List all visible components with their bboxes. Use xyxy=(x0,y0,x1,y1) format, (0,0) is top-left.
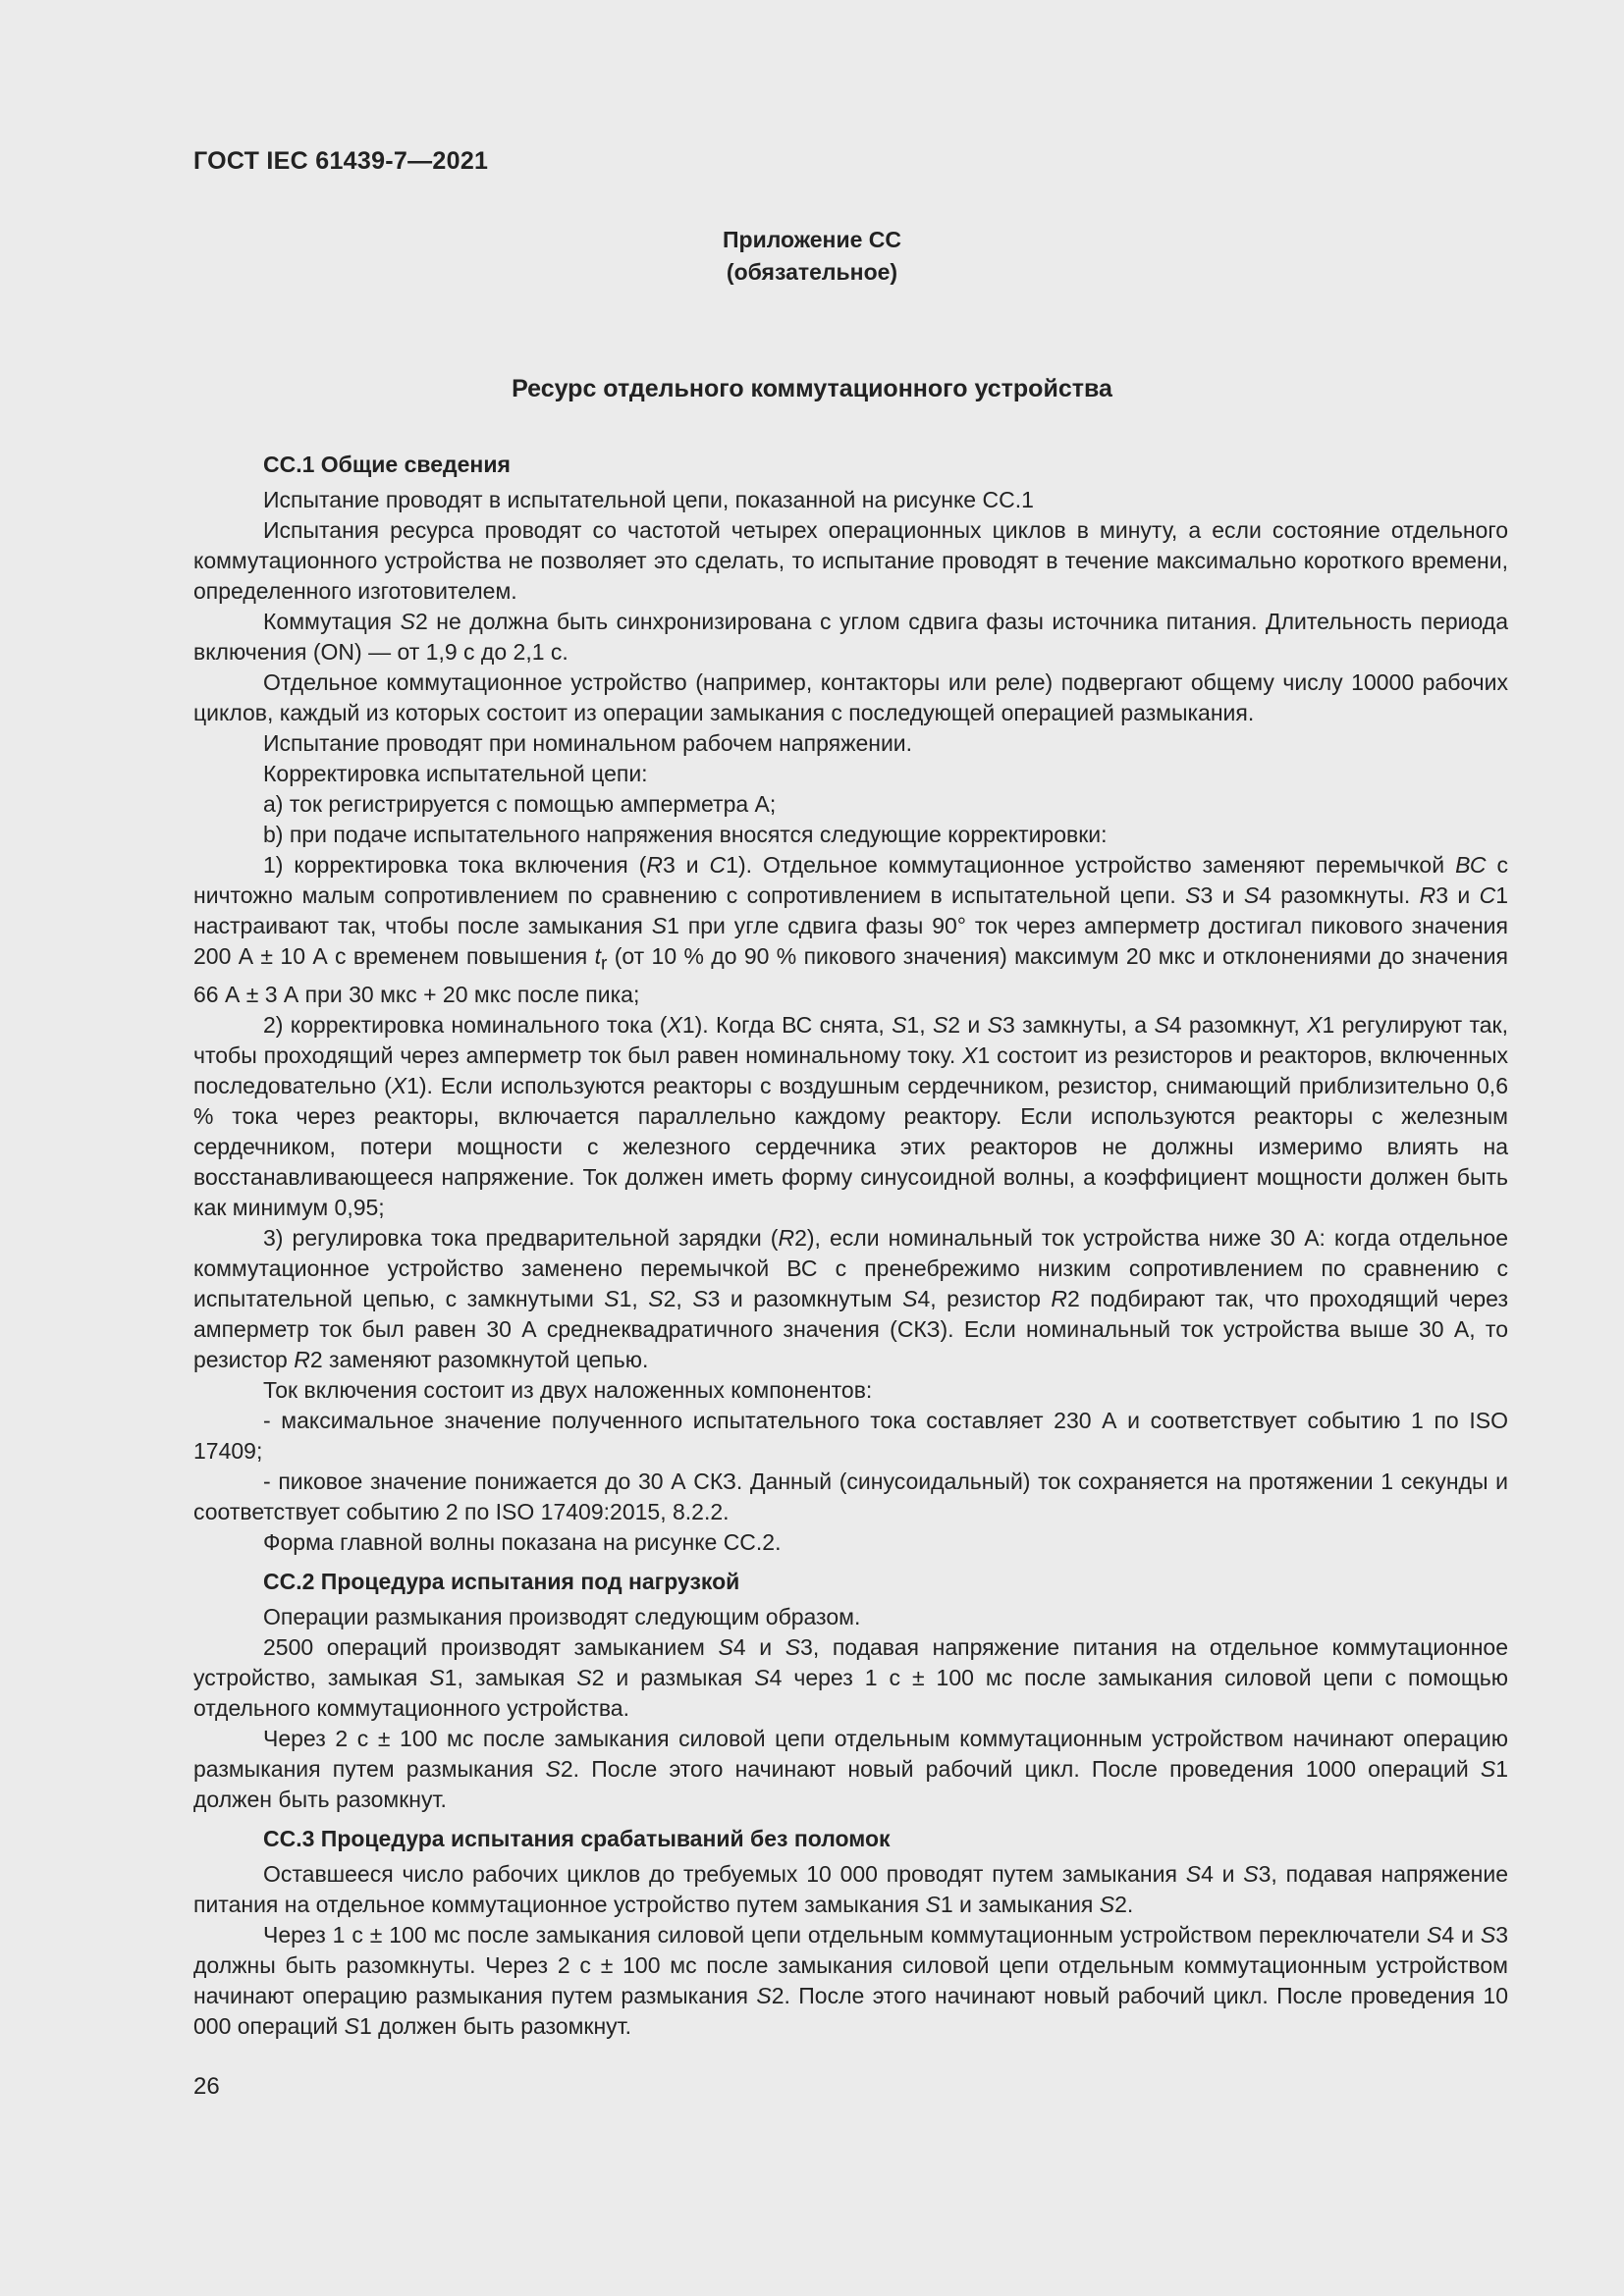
paragraph: 2) корректировка номинального тока (X1). Когда ВС снята, S1, S2 и S3 замкнуты, а S4 разомкнут, X1 регулируют так, чтобы проходящий через амперметр ток был равен номинальному току. X1 состоит из резисторов и реакторов, включенных последовательно (X1). Если используются реакторы с воздушным сердечником, резистор, снимающий приблизительно 0,6 % тока через реакторы, включается параллельно каждому реактору. Если используются реакторы с железным сердечником, потери мощности с железного сердечника этих реакторов не должны измеримо влиять на восстанавливающееся напряжение. Ток должен иметь форму синусоидной волны, а коэффициент мощности должен быть как минимум 0,95; xyxy=(193,1011,1509,1220)
paragraph: Оставшееся число рабочих циклов до требуемых 10 000 проводят путем замыкания S4 и S3, подавая напряжение питания на отдельное коммутационное устройство путем замыкания S1 и замыкания S2. xyxy=(193,1860,1509,1917)
paragraph: b) при подаче испытательного напряжения вносятся следующие корректировки: xyxy=(263,822,1108,847)
annex-title: Приложение СС xyxy=(722,227,901,252)
paragraph: Отдельное коммутационное устройство (например, контакторы или реле) подвергают общему числу 10000 рабочих циклов, каждый из которых состоит из операции замыкания с последующей операцией размыкания. xyxy=(193,669,1508,725)
paragraph: 2500 операций производят замыканием S4 и S3, подавая напряжение питания на отдельное коммутационное устройство, замыкая S1, замыкая S2 и размыкая S4 через 1 с ± 100 мс после замыкания силовой цепи с помощью отдельного коммутационного устройства. xyxy=(193,1633,1509,1721)
paragraph: 3) регулировка тока предварительной зарядки (R2), если номинальный ток устройства ниже 30 А: когда отдельное коммутационное устройство заменено перемычкой ВС с пренебрежимо низким сопротивлением по сравнению с испытательной цепью, с замкнутыми S1, S2, S3 и разомкнутым S4, резистор R2 подбирают так, что проходящий через амперметр ток был равен 30 А среднеквадратичного значения (СКЗ). Если номинальный ток устройства выше 30 А, то резистор R2 заменяют разомкнутой цепью. xyxy=(193,1224,1509,1372)
paragraph: - пиковое значение понижается до 30 А СКЗ. Данный (синусоидальный) ток сохраняется на протяжении 1 секунды и соответствует событию 2 по ISO 17409:2015, 8.2.2. xyxy=(193,1468,1508,1524)
paragraph: Через 2 с ± 100 мс после замыкания силовой цепи отдельным коммутационным устройством начинают операцию размыкания путем размыкания S2. После этого начинают новый рабочий цикл. После проведения 1000 операций S1 должен быть разомкнут. xyxy=(193,1725,1508,1812)
annex-heading xyxy=(0,224,1624,289)
document-id: ГОСТ IEC 61439-7—2021 xyxy=(193,147,489,175)
paragraph: Форма главной волны показана на рисунке СС.2. xyxy=(263,1528,782,1555)
document-body xyxy=(193,450,1508,2042)
paragraph: - максимальное значение полученного испытательного тока составляет 230 А и соответствует событию 1 по ISO 17409; xyxy=(193,1407,1508,1464)
paragraph: а) ток регистрируется с помощью амперметра А; xyxy=(263,791,777,817)
page-title: Ресурс отдельного коммутационного устройства xyxy=(512,375,1112,402)
paragraph: Операции размыкания производят следующим образом. xyxy=(263,1603,861,1629)
paragraph: 1) корректировка тока включения (R3 и C1). Отдельное коммутационное устройство заменяют перемычкой ВС с ничтожно малым сопротивлением по сравнению с сопротивлением в испытательной цепи. S3 и S4 разомкнуты. R3 и C1 настраивают так, чтобы после замыкания S1 при угле сдвига фазы 90° ток через амперметр достигал пикового значения 200 А ± 10 А с временем повышения $t_r$ (от 10 % до 90 % пикового значения) максимум 20 мкс и отклонениями до значения 66 А ± 3 А при 30 мкс + 20 мкс после пика; xyxy=(193,852,1509,1007)
paragraph: Испытание проводят в испытательной цепи, показанной на рисунке СС.1 xyxy=(263,487,1034,512)
section-heading: СС.3 Процедура испытания срабатываний без поломок xyxy=(263,1825,891,1851)
paragraph: Через 1 с ± 100 мс после замыкания силовой цепи отдельным коммутационным устройством переключатели S4 и S3 должны быть разомкнуты. Через 2 с ± 100 мс после замыкания силовой цепи отдельным коммутационным устройством начинают операцию размыкания путем размыкания S2. После этого начинают новый рабочий цикл. После проведения 10 000 операций S1 должен быть разомкнут. xyxy=(193,1921,1509,2039)
paragraph: Испытание проводят при номинальном рабочем напряжении. xyxy=(263,730,913,756)
paragraph: Ток включения состоит из двух наложенных компонентов: xyxy=(263,1376,873,1403)
page-number: 26 xyxy=(193,2073,220,2100)
section-heading: СС.2 Процедура испытания под нагрузкой xyxy=(263,1568,740,1594)
annex-status: (обязательное) xyxy=(726,259,898,285)
paragraph: Коммутация S2 не должна быть синхронизирована с углом сдвига фазы источника питания. Длительность периода включения (ON) — от 1,9 с до 2,1 с. xyxy=(193,609,1508,665)
paragraph: Испытания ресурса проводят со частотой четырех операционных циклов в минуту, а если состояние отдельного коммутационного устройства не позволяет это сделать, то испытание проводят в течение максимально короткого времени, определенного изготовителем. xyxy=(193,517,1508,604)
paragraph: Корректировка испытательной цепи: xyxy=(263,761,648,786)
section-heading: СС.1 Общие сведения xyxy=(263,452,511,477)
